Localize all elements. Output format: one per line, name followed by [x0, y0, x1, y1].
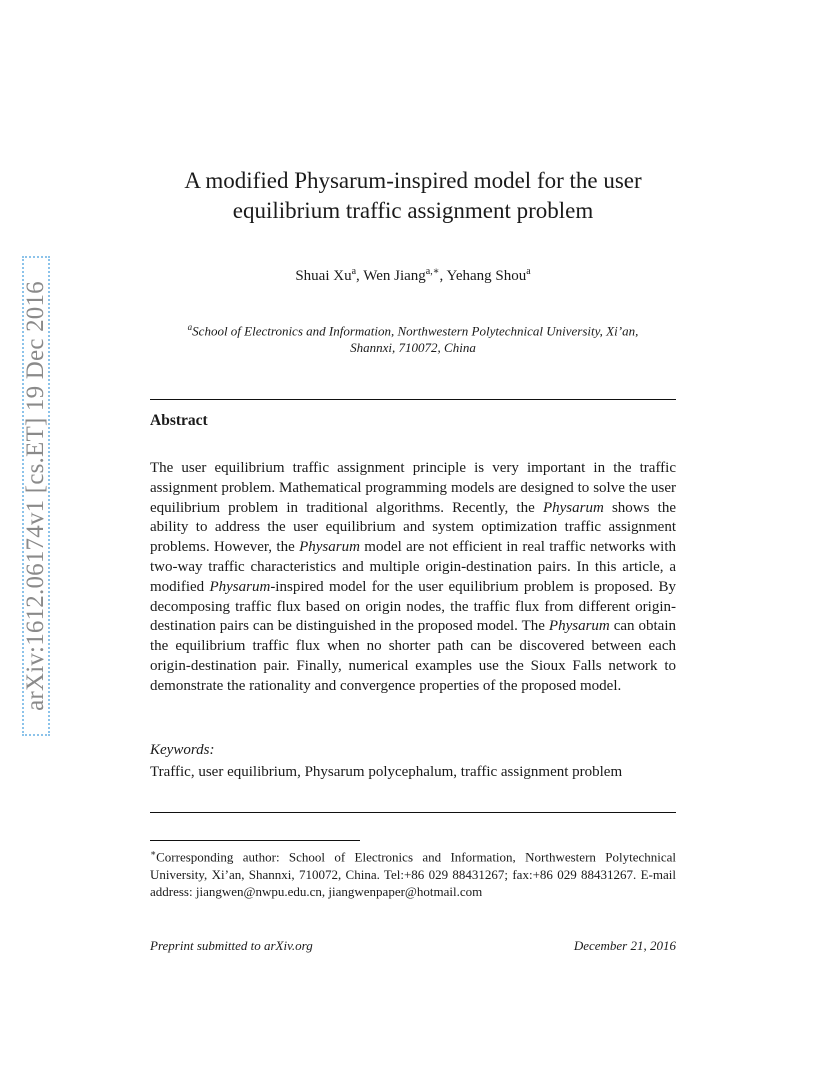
- affiliation-line-1: School of Electronics and Information, Northwestern Polytechnical University, Xi’an,: [192, 323, 639, 339]
- affiliation-line-2: Shannxi, 710072, China: [350, 340, 476, 356]
- author-affil-mark: a,∗: [425, 266, 440, 277]
- keywords-heading: Keywords:: [150, 742, 215, 758]
- abstract-segment: model are not efficient in real traffic networks with two-way traffic characteristics and multiple origin-destination pairs. In this article, a modified: [150, 539, 676, 595]
- paper-title: [150, 166, 676, 226]
- stamp-text: arXiv:1612.06174v1 [cs.ET] 19 Dec 2016: [22, 281, 49, 711]
- footnote-mark: ∗: [150, 848, 157, 858]
- preprint-note: Preprint submitted to arXiv.org: [150, 938, 313, 953]
- author-name: Shuai Xu: [295, 268, 352, 284]
- author-name: Yehang Shou: [446, 268, 527, 284]
- abstract-bottom-rule: [150, 812, 676, 813]
- author-list: Shuai Xu$^a$, Wen Jiang$^{a,∗}$, Yehang Shou$^a$: [295, 266, 531, 284]
- abstract-top-rule: [150, 399, 676, 400]
- arxiv-side-stamp: [22, 256, 50, 736]
- abstract-segment: The user equilibrium traffic assignment principle is very important in the traffic assignment problem. Mathematical programming models are designed to solve the user equilibrium problem in traditional algorithms. Recently, the: [150, 460, 676, 516]
- footnote-rule: [150, 840, 360, 841]
- affiliation-mark: a: [187, 322, 193, 332]
- abstract-text: [150, 459, 676, 697]
- footnote-text: Corresponding author: School of Electronics and Information, Northwestern Polytechnical University, Xi’an, Shannxi, 710072, China. Tel:+86 029 88431267; fax:+86 029 88431267. E-mail address: jiangwen@nwpu.edu.cn, jiangwenpaper@hotmail.com: [150, 849, 676, 900]
- author-affil-mark: a: [351, 266, 357, 277]
- abstract-emphasis: Physarum: [209, 578, 271, 595]
- title-line-2: equilibrium traffic assignment problem: [232, 198, 594, 223]
- abstract-segment: can obtain the equilibrium traffic flux when no shorter path can be discovered between each origin-destination pair. Finally, numerical examples use the Sioux Falls network to demonstrate the rationality and convergence properties of the proposed model.: [150, 618, 676, 694]
- author-name: Wen Jiang: [363, 268, 426, 284]
- abstract-emphasis: Physarum: [542, 499, 604, 516]
- abstract-segment: -inspired model for the user equilibrium problem is proposed. By decomposing traffic flux based on origin nodes, the traffic flux from different origin-destination pairs can be distinguished in the proposed model. The: [150, 578, 676, 635]
- abstract-heading: Abstract: [150, 412, 208, 429]
- abstract-segment: shows the ability to address the user equilibrium and system optimization traffic assignment problems. However, the: [150, 499, 676, 556]
- submission-date: December 21, 2016: [573, 938, 676, 953]
- author-affil-mark: a: [526, 266, 531, 277]
- abstract-emphasis: Physarum: [548, 618, 610, 635]
- affiliation: [150, 319, 676, 356]
- abstract-emphasis: Physarum: [299, 539, 360, 556]
- corresponding-author-footnote: [150, 845, 676, 901]
- keywords-text: Traffic, user equilibrium, Physarum polycephalum, traffic assignment problem: [150, 764, 623, 780]
- title-line-1: A modified Physarum-inspired model for the user: [184, 168, 642, 193]
